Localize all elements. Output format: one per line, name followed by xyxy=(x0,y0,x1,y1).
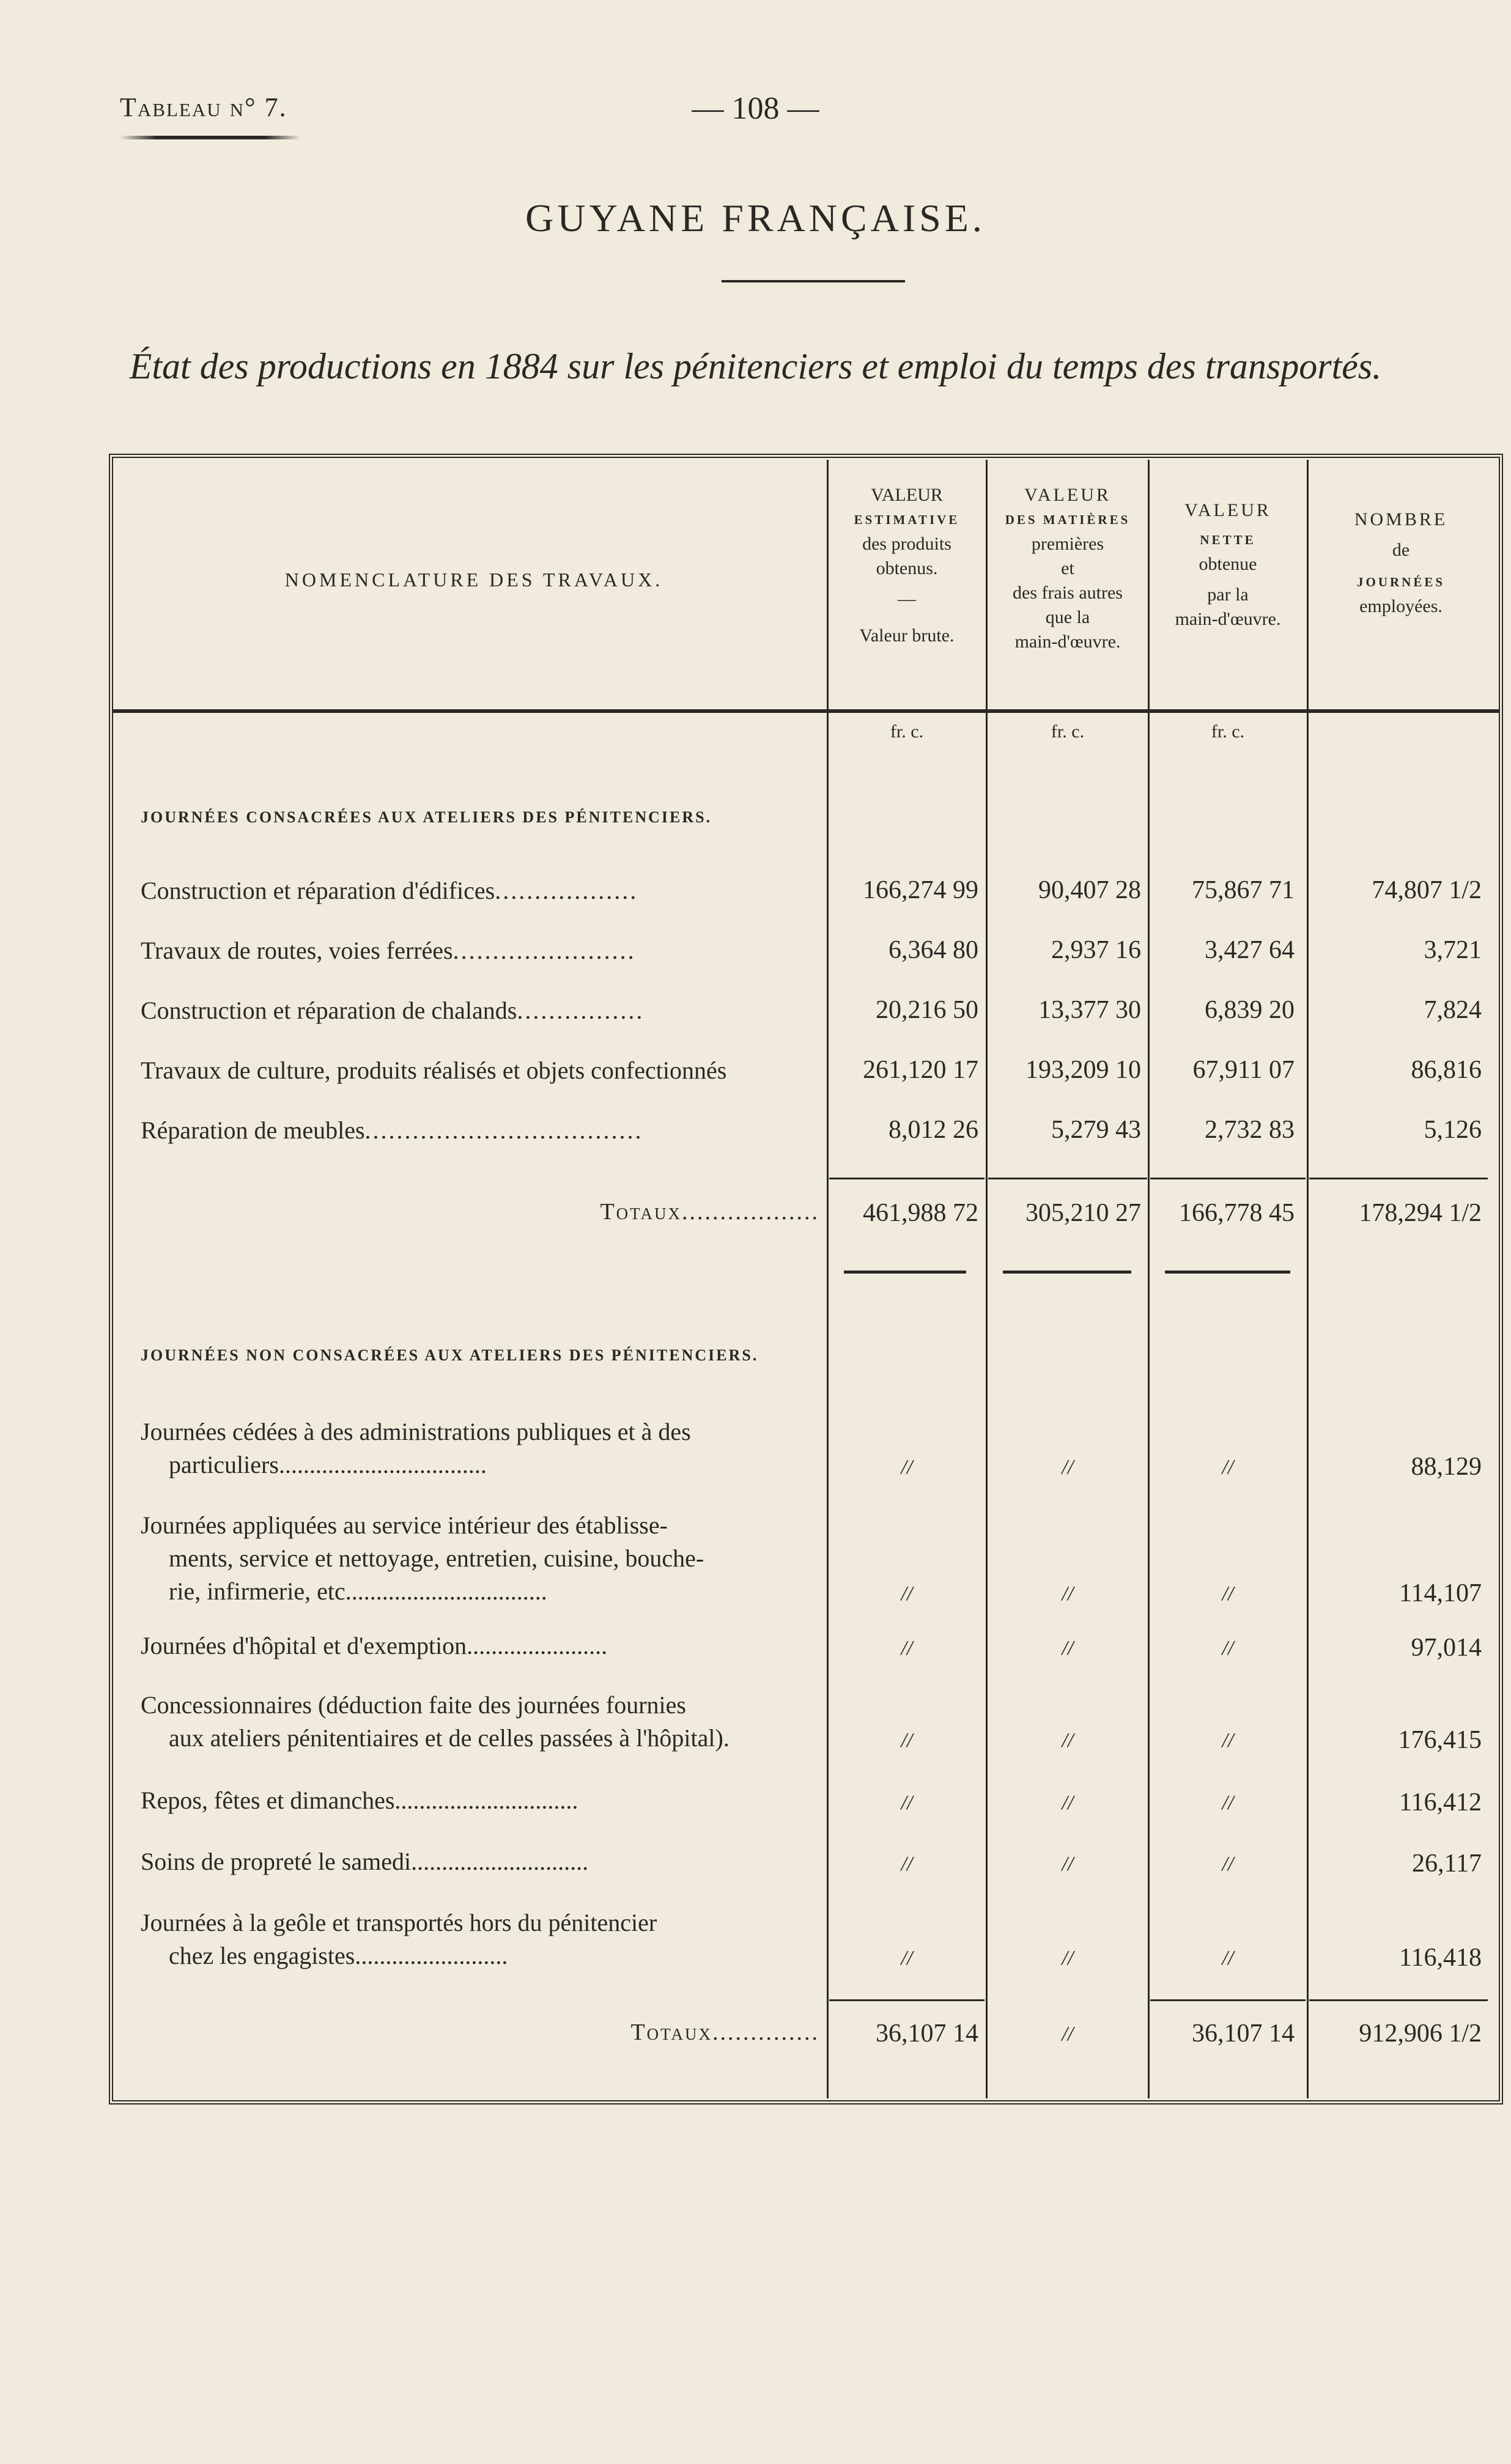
page-title: GUYANE FRANÇAISE. xyxy=(525,196,986,240)
cell-value: 116,418 xyxy=(1399,1944,1482,1972)
cell-value: // xyxy=(1062,1637,1074,1659)
row-label: Journées à la geôle et transportés hors du pénitencier chez les engagistes......................... xyxy=(141,1909,657,1969)
cell-value: // xyxy=(901,1582,913,1605)
cell-value: 20,216 50 xyxy=(876,996,978,1024)
cell-value: // xyxy=(1062,1729,1074,1752)
total-label: Totaux.................. xyxy=(600,1199,819,1225)
page-number: — 108 — xyxy=(692,91,819,126)
section-separator xyxy=(1003,1271,1131,1274)
cell-value: 176,415 xyxy=(1398,1726,1482,1754)
cell-value: 2,732 83 xyxy=(1205,1116,1295,1144)
total-value: 36,107 14 xyxy=(1192,2020,1295,2048)
cell-value: // xyxy=(901,1791,913,1814)
section-title: JOURNÉES NON CONSACRÉES AUX ATELIERS DES PÉNITENCIERS. xyxy=(141,1346,759,1364)
row-label: Construction et réparation d'édifices.................. xyxy=(141,877,638,904)
cell-value: 6,364 80 xyxy=(888,936,978,964)
col2-unit: fr. c. xyxy=(1051,721,1085,742)
title-rule xyxy=(722,280,905,282)
total-rule xyxy=(1309,1178,1488,1179)
cell-value: 8,012 26 xyxy=(888,1116,978,1144)
cell-value: 116,412 xyxy=(1399,1788,1482,1817)
header-bottom-rule xyxy=(113,709,1499,713)
col3-header: VALEUR NETTE obtenue par la main-d'œuvre. xyxy=(1175,500,1281,629)
cell-value: 97,014 xyxy=(1411,1634,1482,1662)
cell-value: // xyxy=(1062,1853,1074,1875)
cell-value: // xyxy=(901,1853,913,1875)
cell-value: 114,107 xyxy=(1399,1579,1482,1607)
cell-value: 5,126 xyxy=(1424,1116,1482,1144)
cell-value: 74,807 1/2 xyxy=(1372,876,1482,904)
total-rule xyxy=(829,1999,985,2001)
cell-value: 3,427 64 xyxy=(1205,936,1295,964)
col4-header: NOMBRE de JOURNÉES employées. xyxy=(1354,509,1448,616)
cell-value: 7,824 xyxy=(1424,996,1482,1024)
total-value: 166,778 45 xyxy=(1179,1199,1295,1227)
row-label: Construction et réparation de chalands................ xyxy=(141,997,645,1024)
row-label: Réparation de meubles................................... xyxy=(141,1116,643,1144)
cell-value: // xyxy=(1222,1791,1234,1814)
total-rule xyxy=(829,1178,985,1179)
total-value: 461,988 72 xyxy=(863,1199,978,1227)
col3-unit: fr. c. xyxy=(1211,721,1245,742)
col-divider-1 xyxy=(827,460,829,2098)
cell-value: 67,911 07 xyxy=(1192,1056,1295,1084)
cell-value: // xyxy=(901,1729,913,1752)
total-rule xyxy=(1150,1178,1306,1179)
cell-value: 88,129 xyxy=(1411,1453,1482,1481)
total-value: // xyxy=(1062,2023,1074,2045)
cell-value: // xyxy=(901,1947,913,1969)
total-rule xyxy=(1150,1999,1306,2001)
cell-value: 75,867 71 xyxy=(1192,876,1295,904)
row-label: Journées cédées à des administrations publiques et à des particuliers.................................. xyxy=(141,1418,691,1478)
section-title: JOURNÉES CONSACRÉES AUX ATELIERS DES PÉNITENCIERS. xyxy=(141,808,712,826)
cell-value: // xyxy=(1062,1791,1074,1814)
cell-value: // xyxy=(1222,1637,1234,1659)
total-value: 178,294 1/2 xyxy=(1359,1199,1482,1227)
total-value: 305,210 27 xyxy=(1025,1199,1141,1227)
cell-value: 3,721 xyxy=(1424,936,1482,964)
cell-value: 86,816 xyxy=(1411,1056,1482,1084)
page-subtitle: État des productions en 1884 sur les pénitenciers et emploi du temps des transportés. xyxy=(129,346,1382,386)
cell-value: // xyxy=(1062,1582,1074,1605)
col2-header: VALEUR DES MATIÈRES premières et des frais autres que la main-d'œuvre. xyxy=(1005,485,1131,652)
cell-value: // xyxy=(1062,1456,1074,1478)
cell-value: // xyxy=(1222,1456,1234,1478)
row-label: Travaux de routes, voies ferrées....................... xyxy=(141,937,636,964)
nomenclature-header: NOMENCLATURE DES TRAVAUX. xyxy=(284,569,663,591)
cell-value: 90,407 28 xyxy=(1038,876,1141,904)
col1-unit: fr. c. xyxy=(890,721,924,742)
total-value: 912,906 1/2 xyxy=(1359,2020,1482,2048)
row-label: Repos, fêtes et dimanches.............................. xyxy=(141,1787,578,1814)
cell-value: // xyxy=(1222,1729,1234,1752)
cell-value: // xyxy=(1222,1853,1234,1875)
section-separator xyxy=(1165,1271,1290,1274)
cell-value: // xyxy=(901,1456,913,1478)
total-label: Totaux.............. xyxy=(630,2020,819,2045)
total-rule xyxy=(1309,1999,1488,2001)
cell-value: 6,839 20 xyxy=(1205,996,1295,1024)
section-separator xyxy=(844,1271,966,1274)
cell-value: 26,117 xyxy=(1412,1850,1482,1878)
cell-value: // xyxy=(901,1637,913,1659)
row-label: Journées d'hôpital et d'exemption....................... xyxy=(141,1632,608,1659)
col1-header: VALEUR ESTIMATIVE des produits obtenus. — Valeur brute. xyxy=(854,485,960,646)
tableau-underline xyxy=(120,136,301,139)
row-label: Soins de propreté le samedi............................. xyxy=(141,1848,589,1875)
row-label: Concessionnaires (déduction faite des journées fournies aux ateliers pénitentiaires et de celles passées à l'hôpital). xyxy=(141,1691,730,1752)
tableau-number: Tableau n° 7. xyxy=(120,92,287,122)
row-label: Travaux de culture, produits réalisés et objets confectionnés xyxy=(141,1057,727,1084)
cell-value: 166,274 99 xyxy=(863,876,978,904)
cell-value: 261,120 17 xyxy=(863,1056,978,1084)
cell-value: 193,209 10 xyxy=(1025,1056,1141,1084)
row-label: Journées appliquées au service intérieur des établisse- ments, service et nettoyage, entretien, cuisine, bouche- rie, infirmerie, etc................................. xyxy=(141,1511,704,1605)
cell-value: // xyxy=(1062,1947,1074,1969)
cell-value: // xyxy=(1222,1947,1234,1969)
cell-value: 2,937 16 xyxy=(1051,936,1141,964)
col-divider-4 xyxy=(1307,460,1309,2098)
total-value: 36,107 14 xyxy=(876,2020,978,2048)
col-divider-3 xyxy=(1148,460,1150,2098)
cell-value: 13,377 30 xyxy=(1038,996,1141,1024)
col-divider-2 xyxy=(986,460,988,2098)
total-rule xyxy=(988,1178,1147,1179)
cell-value: 5,279 43 xyxy=(1051,1116,1141,1144)
cell-value: // xyxy=(1222,1582,1234,1605)
